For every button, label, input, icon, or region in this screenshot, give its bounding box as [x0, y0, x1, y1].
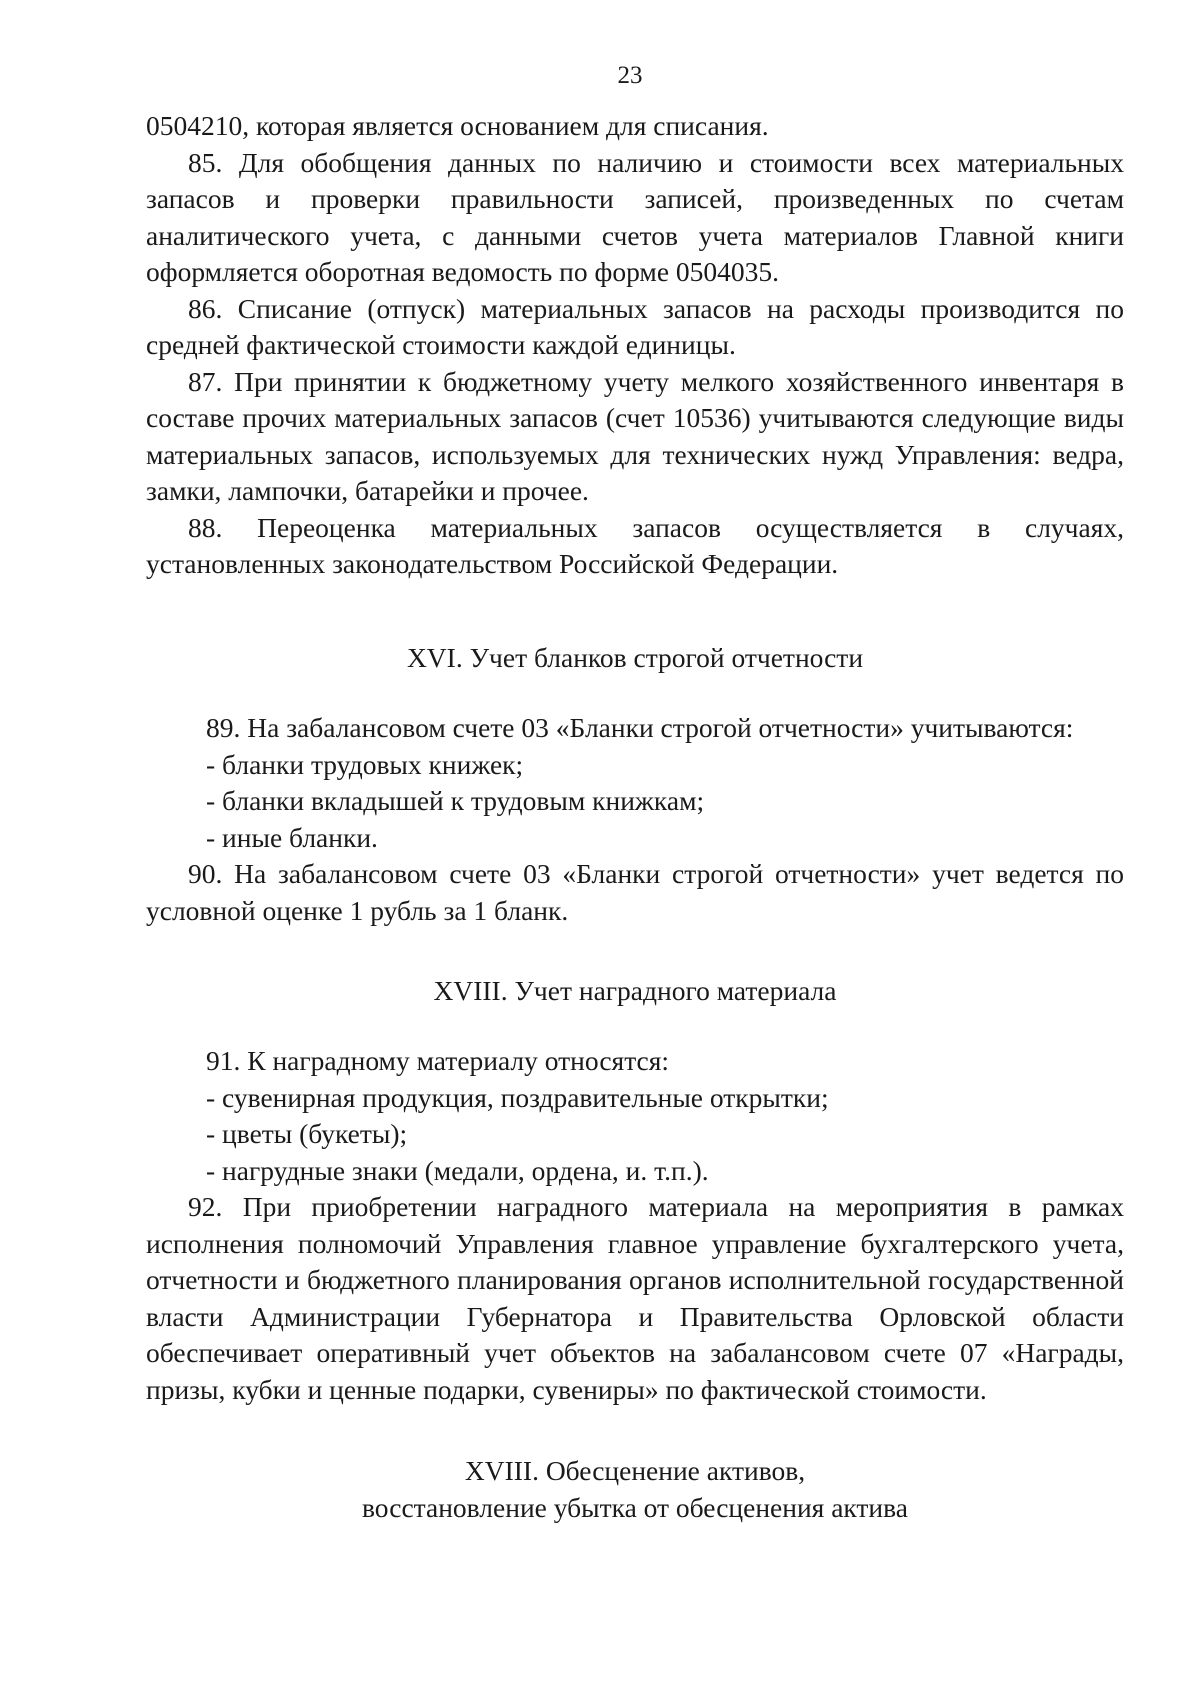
- paragraph-91: 91. К наградному материалу относятся:: [206, 1045, 670, 1076]
- paragraph-88: 88. Переоценка материальных запасов осуществляется в случаях, установленных законодательством Российской Федерации.: [146, 511, 1124, 579]
- list-item: - бланки трудовых книжек;: [206, 748, 524, 780]
- page-number: 23: [617, 62, 643, 89]
- list-item: - сувенирная продукция, поздравительные открытки;: [206, 1081, 829, 1113]
- list-item: - цветы (букеты);: [206, 1118, 408, 1149]
- materials-section-body: [146, 108, 1124, 583]
- strict-forms-section-body: [146, 710, 1124, 929]
- list-item: - бланки вкладышей к трудовым книжкам;: [206, 785, 705, 816]
- section-heading-xviii-awards: XVIII. Учет наградного материала: [433, 975, 837, 1006]
- paragraph-89: 89. На забалансовом счете 03 «Бланки строгой отчетности» учитываются:: [206, 712, 1074, 743]
- heading-line: восстановление убытка от обесценения актива: [362, 1491, 908, 1523]
- heading-line: XVIII. Обесценение активов,: [464, 1455, 806, 1486]
- paragraph-85: 85. Для обобщения данных по наличию и стоимости всех материальных запасов и проверки правильности записей, произведенных по счетам аналитического учета, с данными счетов учета материалов Главной книги оформляется оборотная ведомость по форме 0504035.: [146, 146, 1124, 287]
- paragraph-90: 90. На забалансовом счете 03 «Бланки строгой отчетности» учет ведется по условной оценке 1 рубль за 1 бланк.: [146, 858, 1124, 926]
- section-heading-xvi: XVI. Учет бланков строгой отчетности: [406, 642, 864, 673]
- paragraph-continuation: 0504210, которая является основанием для списания.: [146, 110, 769, 141]
- list-item: - нагрудные знаки (медали, ордена, и. т.п.).: [206, 1154, 709, 1186]
- section-heading-xviii-impairment: [146, 1453, 1124, 1526]
- paragraph-86: 86. Списание (отпуск) материальных запасов на расходы производится по средней фактической стоимости каждой единицы.: [146, 292, 1124, 360]
- paragraph-87: 87. При принятии к бюджетному учету мелкого хозяйственного инвентаря в составе прочих материальных запасов (счет 10536) учитываются следующие виды материальных запасов, используемых для технических нужд Управления: ведра, замки, лампочки, батарейки и прочее.: [146, 365, 1124, 506]
- award-material-section-body: [146, 1043, 1124, 1408]
- paragraph-92: 92. При приобретении наградного материала на мероприятия в рамках исполнения полномочий Управления главное управление бухгалтерского учета, отчетности и бюджетного планирования органов исполнительной государственной власти Администрации Губернатора и Правительства Орловской области обеспечивает оперативный учет объектов на забалансовом счете 07 «Награды, призы, кубки и ценные подарки, сувениры» по фактической стоимости.: [146, 1191, 1124, 1405]
- list-item: - иные бланки.: [206, 821, 378, 853]
